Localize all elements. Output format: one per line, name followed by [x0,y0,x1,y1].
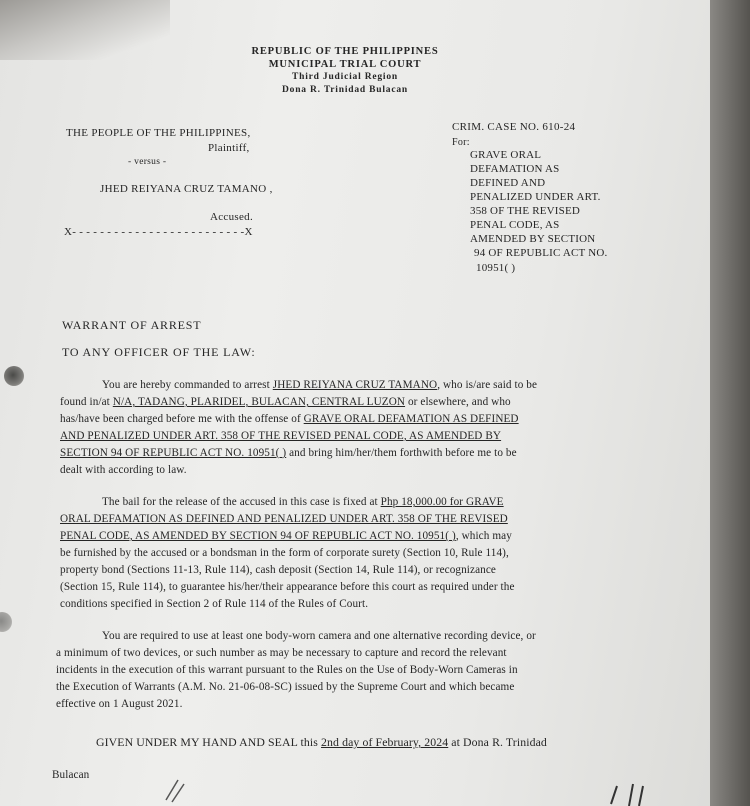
salutation: TO ANY OFFICER OF THE LAW: [62,345,256,359]
header-location: Dona R. Trinidad Bulacan [281,85,409,95]
paragraph-2-line: conditions specified in Section 2 of Rule 114 of the Rules of Court. [60,598,369,610]
paragraph-1-line: dealt with according to law. [60,464,187,476]
offense-line: DEFINED AND [470,177,546,189]
accused-name: JHED REIYANA CRUZ TAMANO , [100,183,273,195]
paragraph-3-line: incidents in the execution of this warrant pursuant to the Rules on the Use of Body-Worn Cameras in [56,664,518,676]
signature-mark [595,780,675,806]
offense-line: 10951( ) [476,262,516,274]
header-region: Third Judicial Region [291,72,398,82]
header-republic: REPUBLIC OF THE PHILIPPINES [251,46,439,57]
punch-hole [0,612,12,632]
address-fill: N/A, TADANG, PLARIDEL, BULACAN, CENTRAL LUZON [112,396,406,408]
offense-line: PENAL CODE, AS [470,219,560,231]
paragraph-1-line: You are hereby commanded to arrest JHED REIYANA CRUZ TAMANO, who is/are said to be [102,379,538,391]
paragraph-2-line: property bond (Sections 11-13, Rule 114), cash deposit (Section 14, Rule 114), or recognizance [60,564,496,576]
bail-offense-fill: ORAL DEFAMATION AS DEFINED AND PENALIZED UNDER ART. 358 OF THE REVISED [60,513,508,525]
paragraph-3-line: the Execution of Warrants (A.M. No. 21-06-08-SC) issued by the Supreme Court and which became [56,681,515,693]
paragraph-2-line: The bail for the release of the accused in this case is fixed at Php 18,000.00 for GRAVE [102,496,504,508]
paragraph-3-line: a minimum of two devices, or such number as may be necessary to capture and record the relevant [56,647,507,659]
paragraph-1-line: has/have been charged before me with the offense of GRAVE ORAL DEFAMATION AS DEFINED [60,413,519,425]
folded-corner-shadow [0,0,170,60]
plaintiff-name: THE PEOPLE OF THE PHILIPPINES, [66,127,251,139]
given-place: Bulacan [52,769,90,781]
offense-fill: AND PENALIZED UNDER ART. 358 OF THE REVISED PENAL CODE, AS AMENDED BY [60,430,502,442]
offense-line: 358 OF THE REVISED [470,205,581,217]
case-number: CRIM. CASE NO. 610-24 [452,121,576,133]
accused-role: Accused. [210,211,254,223]
document-title: WARRANT OF ARREST [62,318,202,332]
paragraph-3-line: You are required to use at least one body-worn camera and one alternative recording device, or [102,630,536,642]
offense-fill: GRAVE ORAL DEFAMATION AS DEFINED [303,413,519,425]
punch-hole [4,366,24,386]
offense-line: DEFAMATION AS [470,163,560,175]
paragraph-2-line: be furnished by the accused or a bondsman in the form of corporate surety (Section 10, Rule 114), [60,547,509,559]
bail-amount-fill: Php 18,000.00 for GRAVE [380,496,504,508]
header-court: MUNICIPAL TRIAL COURT [268,59,422,70]
bail-offense-fill: PENAL CODE, AS AMENDED BY SECTION 94 OF REPUBLIC ACT NO. 10951( ) [60,530,456,542]
paragraph-2-line: (Section 15, Rule 114), to guarantee his/her/their appearance before this court as required under the [60,581,515,593]
for-label: For: [452,137,470,148]
offense-line: 94 OF REPUBLIC ACT NO. [474,247,608,259]
offense-fill: SECTION 94 OF REPUBLIC ACT NO. 10951( ) [60,447,287,459]
offense-line: AMENDED BY SECTION [470,233,596,245]
paragraph-1-line: found in/at N/A, TADANG, PLARIDEL, BULACAN, CENTRAL LUZON or elsewhere, and who [60,396,511,408]
offense-line: PENALIZED UNDER ART. [470,191,601,203]
versus-label: - versus - [128,157,167,167]
paragraph-2-line [60,511,508,528]
accused-name-fill: JHED REIYANA CRUZ TAMANO [272,379,438,391]
offense-line: GRAVE ORAL [470,149,542,161]
plaintiff-role: Plaintiff, [208,142,250,154]
paragraph-2-line: PENAL CODE, AS AMENDED BY SECTION 94 OF REPUBLIC ACT NO. 10951( ), which may [60,530,512,542]
background-surface [710,0,750,806]
date-fill: 2nd day of February, 2024 [321,735,449,749]
paragraph-3-line: effective on 1 August 2021. [56,698,183,710]
given-line: GIVEN UNDER MY HAND AND SEAL this 2nd day of February, 2024 at Dona R. Trinidad [96,735,547,749]
pen-mark [160,770,200,806]
caption-separator: X- - - - - - - - - - - - - - - - - - - - - - - - -X [64,226,253,238]
paragraph-1-line [60,428,501,445]
paragraph-1-line: SECTION 94 OF REPUBLIC ACT NO. 10951( ) and bring him/her/them forthwith before me to be [60,447,517,459]
